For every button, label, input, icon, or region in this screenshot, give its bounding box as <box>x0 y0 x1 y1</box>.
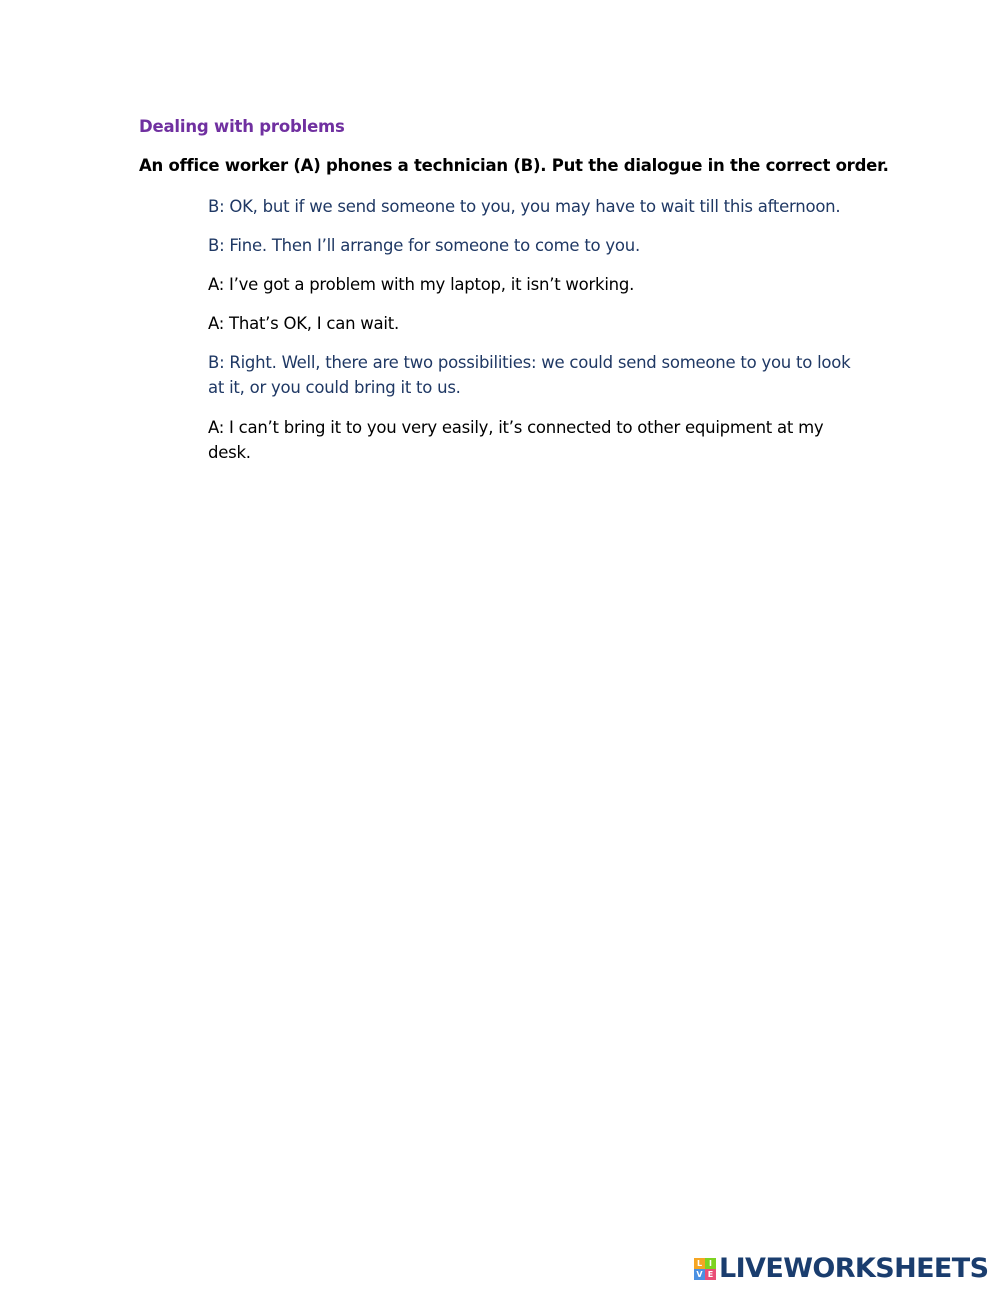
logo-letter: L <box>694 1258 705 1269</box>
section-title: Dealing with problems <box>139 117 345 136</box>
logo-letter: I <box>705 1258 716 1269</box>
dialogue-line[interactable]: B: Fine. Then I’ll arrange for someone to come to you. <box>208 236 640 255</box>
logo-wordmark: LIVEWORKSHEETS <box>719 1253 989 1284</box>
dialogue-line[interactable]: B: Right. Well, there are two possibilities: we could send someone to you to look at it, or you could bring it to us. <box>208 353 851 397</box>
dialogue-line[interactable]: A: I’ve got a problem with my laptop, it isn’t working. <box>208 275 635 294</box>
liveworksheets-logo[interactable] <box>694 1253 988 1285</box>
instruction-text: An office worker (A) phones a technician (B). Put the dialogue in the correct order. <box>139 156 889 175</box>
dialogue-line[interactable]: B: OK, but if we send someone to you, you may have to wait till this afternoon. <box>208 197 841 216</box>
dialogue-line[interactable]: A: I can’t bring it to you very easily, it’s connected to other equipment at my desk. <box>208 418 824 462</box>
logo-letter: V <box>694 1269 705 1280</box>
dialogue-line[interactable]: A: That’s OK, I can wait. <box>208 314 399 333</box>
logo-letter: E <box>705 1269 716 1280</box>
liveworksheets-logo-icon <box>694 1258 716 1280</box>
